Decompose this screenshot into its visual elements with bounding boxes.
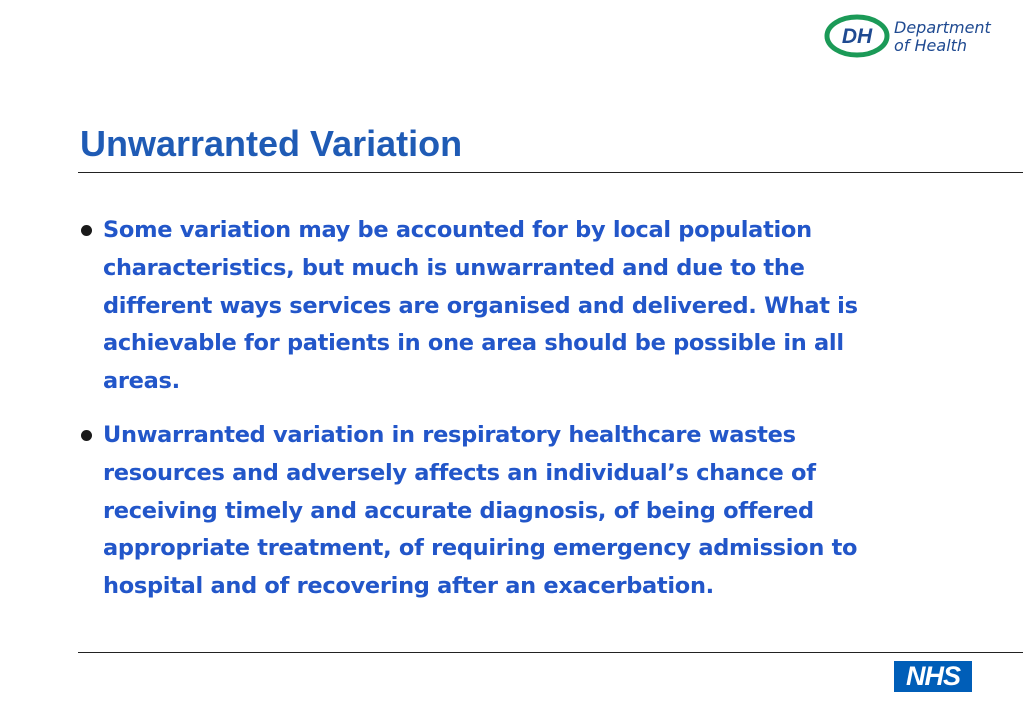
dh-logo xyxy=(824,12,1014,60)
footer-divider xyxy=(78,652,1023,653)
dh-abbreviation: DH xyxy=(841,25,873,48)
dh-line-of-health: of Health xyxy=(894,36,968,55)
bullet-dot-icon xyxy=(81,430,92,441)
bullet-list xyxy=(78,212,908,622)
bullet-text: Unwarranted variation in respiratory healthcare wastes resources and adversely affects an individual’s chance of receiving timely and accurate diagnosis, of being offered appropriate treatment, of requiring emergency admission to hospital and of recovering after an exacerbation. xyxy=(103,421,858,600)
dh-logo-icon xyxy=(824,12,894,60)
title-divider xyxy=(78,172,1023,173)
bullet-dot-icon xyxy=(81,225,92,236)
nhs-logo-icon: NHS xyxy=(894,661,972,692)
bullet-item xyxy=(78,212,908,401)
bullet-item xyxy=(78,417,908,606)
slide-title: Unwarranted Variation xyxy=(80,123,463,164)
dh-line-department: Department xyxy=(894,18,991,37)
bullet-text: Some variation may be accounted for by local population characteristics, but much is unwarranted and due to the different ways services are organised and delivered. What is achievable for patients in one area should be possible in all areas. xyxy=(103,217,858,395)
dh-wordmark xyxy=(894,19,991,55)
